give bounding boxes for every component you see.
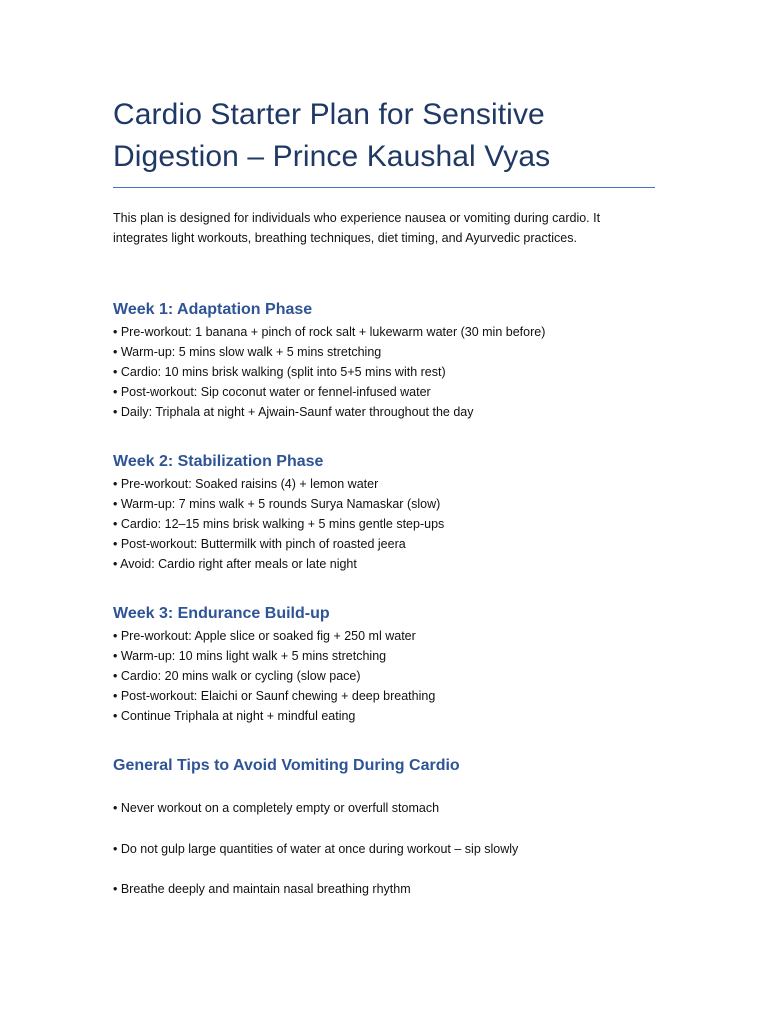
list-item: • Pre-workout: 1 banana + pinch of rock salt + lukewarm water (30 min before) xyxy=(113,325,546,339)
section-heading-week-3: Week 3: Endurance Build-up xyxy=(113,605,330,622)
list-item: • Daily: Triphala at night + Ajwain-Saunf water throughout the day xyxy=(113,405,474,419)
list-item: • Cardio: 10 mins brisk walking (split into 5+5 mins with rest) xyxy=(113,365,446,379)
list-item: • Warm-up: 10 mins light walk + 5 mins stretching xyxy=(113,649,387,663)
intro-paragraph: This plan is designed for individuals who experience nausea or vomiting during cardio. It integrates light workouts, breathing techniques, diet timing, and Ayurvedic practices. xyxy=(113,211,601,245)
week-2-list xyxy=(113,474,655,574)
general-tips-list xyxy=(113,798,655,899)
list-item: • Never workout on a completely empty or overfull stomach xyxy=(113,801,440,815)
list-item: • Cardio: 20 mins walk or cycling (slow pace) xyxy=(113,669,361,683)
list-item: • Post-workout: Elaichi or Saunf chewing + deep breathing xyxy=(113,689,436,703)
document-title xyxy=(113,94,655,178)
week-1-list xyxy=(113,322,655,422)
section-heading-week-2: Week 2: Stabilization Phase xyxy=(113,453,324,470)
title-line-1: Cardio Starter Plan for Sensitive xyxy=(113,98,545,131)
title-underline-rule xyxy=(113,187,655,188)
list-item: • Warm-up: 5 mins slow walk + 5 mins stretching xyxy=(113,345,382,359)
list-item: • Warm-up: 7 mins walk + 5 rounds Surya Namaskar (slow) xyxy=(113,497,441,511)
list-item: • Continue Triphala at night + mindful eating xyxy=(113,709,356,723)
section-week-1 xyxy=(113,300,655,422)
list-item: • Pre-workout: Soaked raisins (4) + lemon water xyxy=(113,477,379,491)
section-week-2 xyxy=(113,452,655,574)
list-item: • Avoid: Cardio right after meals or late night xyxy=(113,557,357,571)
week-3-list xyxy=(113,626,655,726)
section-week-3 xyxy=(113,604,655,726)
section-heading-general-tips: General Tips to Avoid Vomiting During Cardio xyxy=(113,757,460,774)
section-heading-week-1: Week 1: Adaptation Phase xyxy=(113,301,313,318)
list-item: • Post-workout: Buttermilk with pinch of roasted jeera xyxy=(113,537,406,551)
title-line-2: Digestion – Prince Kaushal Vyas xyxy=(113,140,551,173)
list-item: • Post-workout: Sip coconut water or fennel-infused water xyxy=(113,385,431,399)
list-item: • Breathe deeply and maintain nasal breathing rhythm xyxy=(113,882,411,896)
list-item: • Cardio: 12–15 mins brisk walking + 5 mins gentle step-ups xyxy=(113,517,445,531)
list-item: • Pre-workout: Apple slice or soaked fig + 250 ml water xyxy=(113,629,416,643)
list-item: • Do not gulp large quantities of water at once during workout – sip slowly xyxy=(113,841,519,856)
document-page xyxy=(113,94,655,920)
section-general-tips xyxy=(113,756,655,899)
